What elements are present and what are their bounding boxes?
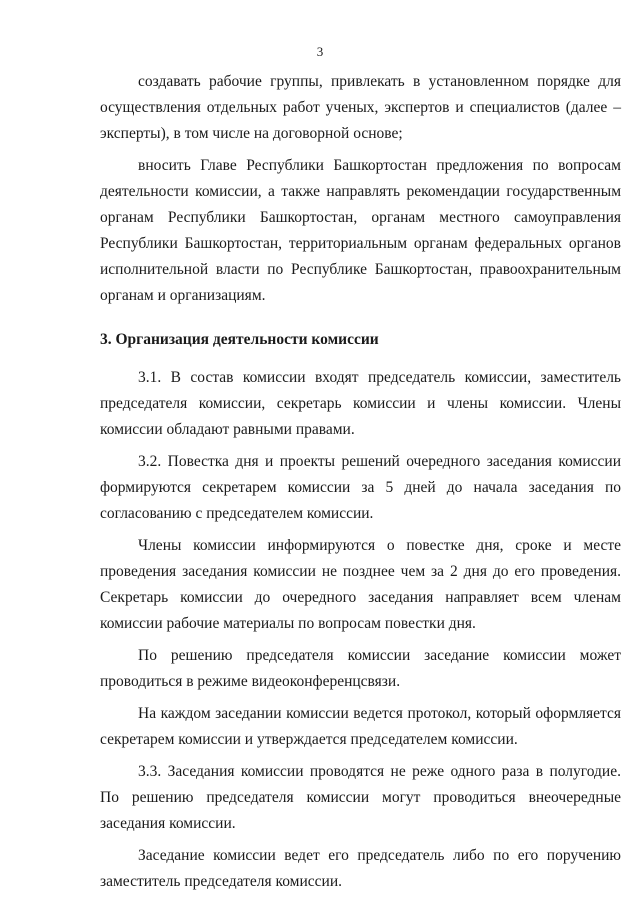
paragraph-3-3: 3.3. Заседания комиссии проводятся не реже одного раза в полугодие. По решению председателя комиссии могут проводиться внеочередные заседания комиссии. — [100, 763, 621, 832]
paragraph-protocol: На каждом заседании комиссии ведется протокол, который оформляется секретарем комиссии и утверждается председателем комиссии. — [100, 705, 621, 748]
paragraph-chairman: Заседание комиссии ведет его председатель либо по его поручению заместитель председателя комиссии. — [100, 847, 621, 890]
paragraph-3-2: 3.2. Повестка дня и проекты решений очередного заседания комиссии формируются секретарем комиссии за 5 дней до начала заседания по согласованию с председателем комиссии. — [100, 453, 621, 522]
paragraph-proposals: вносить Главе Республики Башкортостан предложения по вопросам деятельности комиссии, а также направлять рекомендации государственным органам Республики Башкортостан, органам местного самоуправления Республики Башкортостан, территориальным органам федеральных органов исполнительной власти по Республике Башкортостан, правоохранительным органам и организациям. — [100, 157, 621, 304]
paragraph-3-1: 3.1. В состав комиссии входят председатель комиссии, заместитель председателя комиссии, секретарь комиссии и члены комиссии. Члены комиссии обладают равными правами. — [100, 369, 621, 438]
paragraph-members-informed: Члены комиссии информируются о повестке дня, сроке и месте проведения заседания комиссии не позднее чем за 2 дня до его проведения. Секретарь комиссии до очередного заседания направляет всем членам комиссии рабочие материалы по вопросам повестки дня. — [100, 537, 621, 632]
section-heading: 3. Организация деятельности комиссии — [100, 331, 379, 348]
document-body — [100, 69, 621, 895]
paragraph-videoconference: По решению председателя комиссии заседание комиссии может проводиться в режиме видеоконференцсвязи. — [100, 647, 621, 690]
page-number: 3 — [316, 44, 324, 59]
paragraph-working-groups: создавать рабочие группы, привлекать в установленном порядке для осуществления отдельных работ ученых, экспертов и специалистов (далее – эксперты), в том числе на договорной основе; — [100, 73, 621, 142]
